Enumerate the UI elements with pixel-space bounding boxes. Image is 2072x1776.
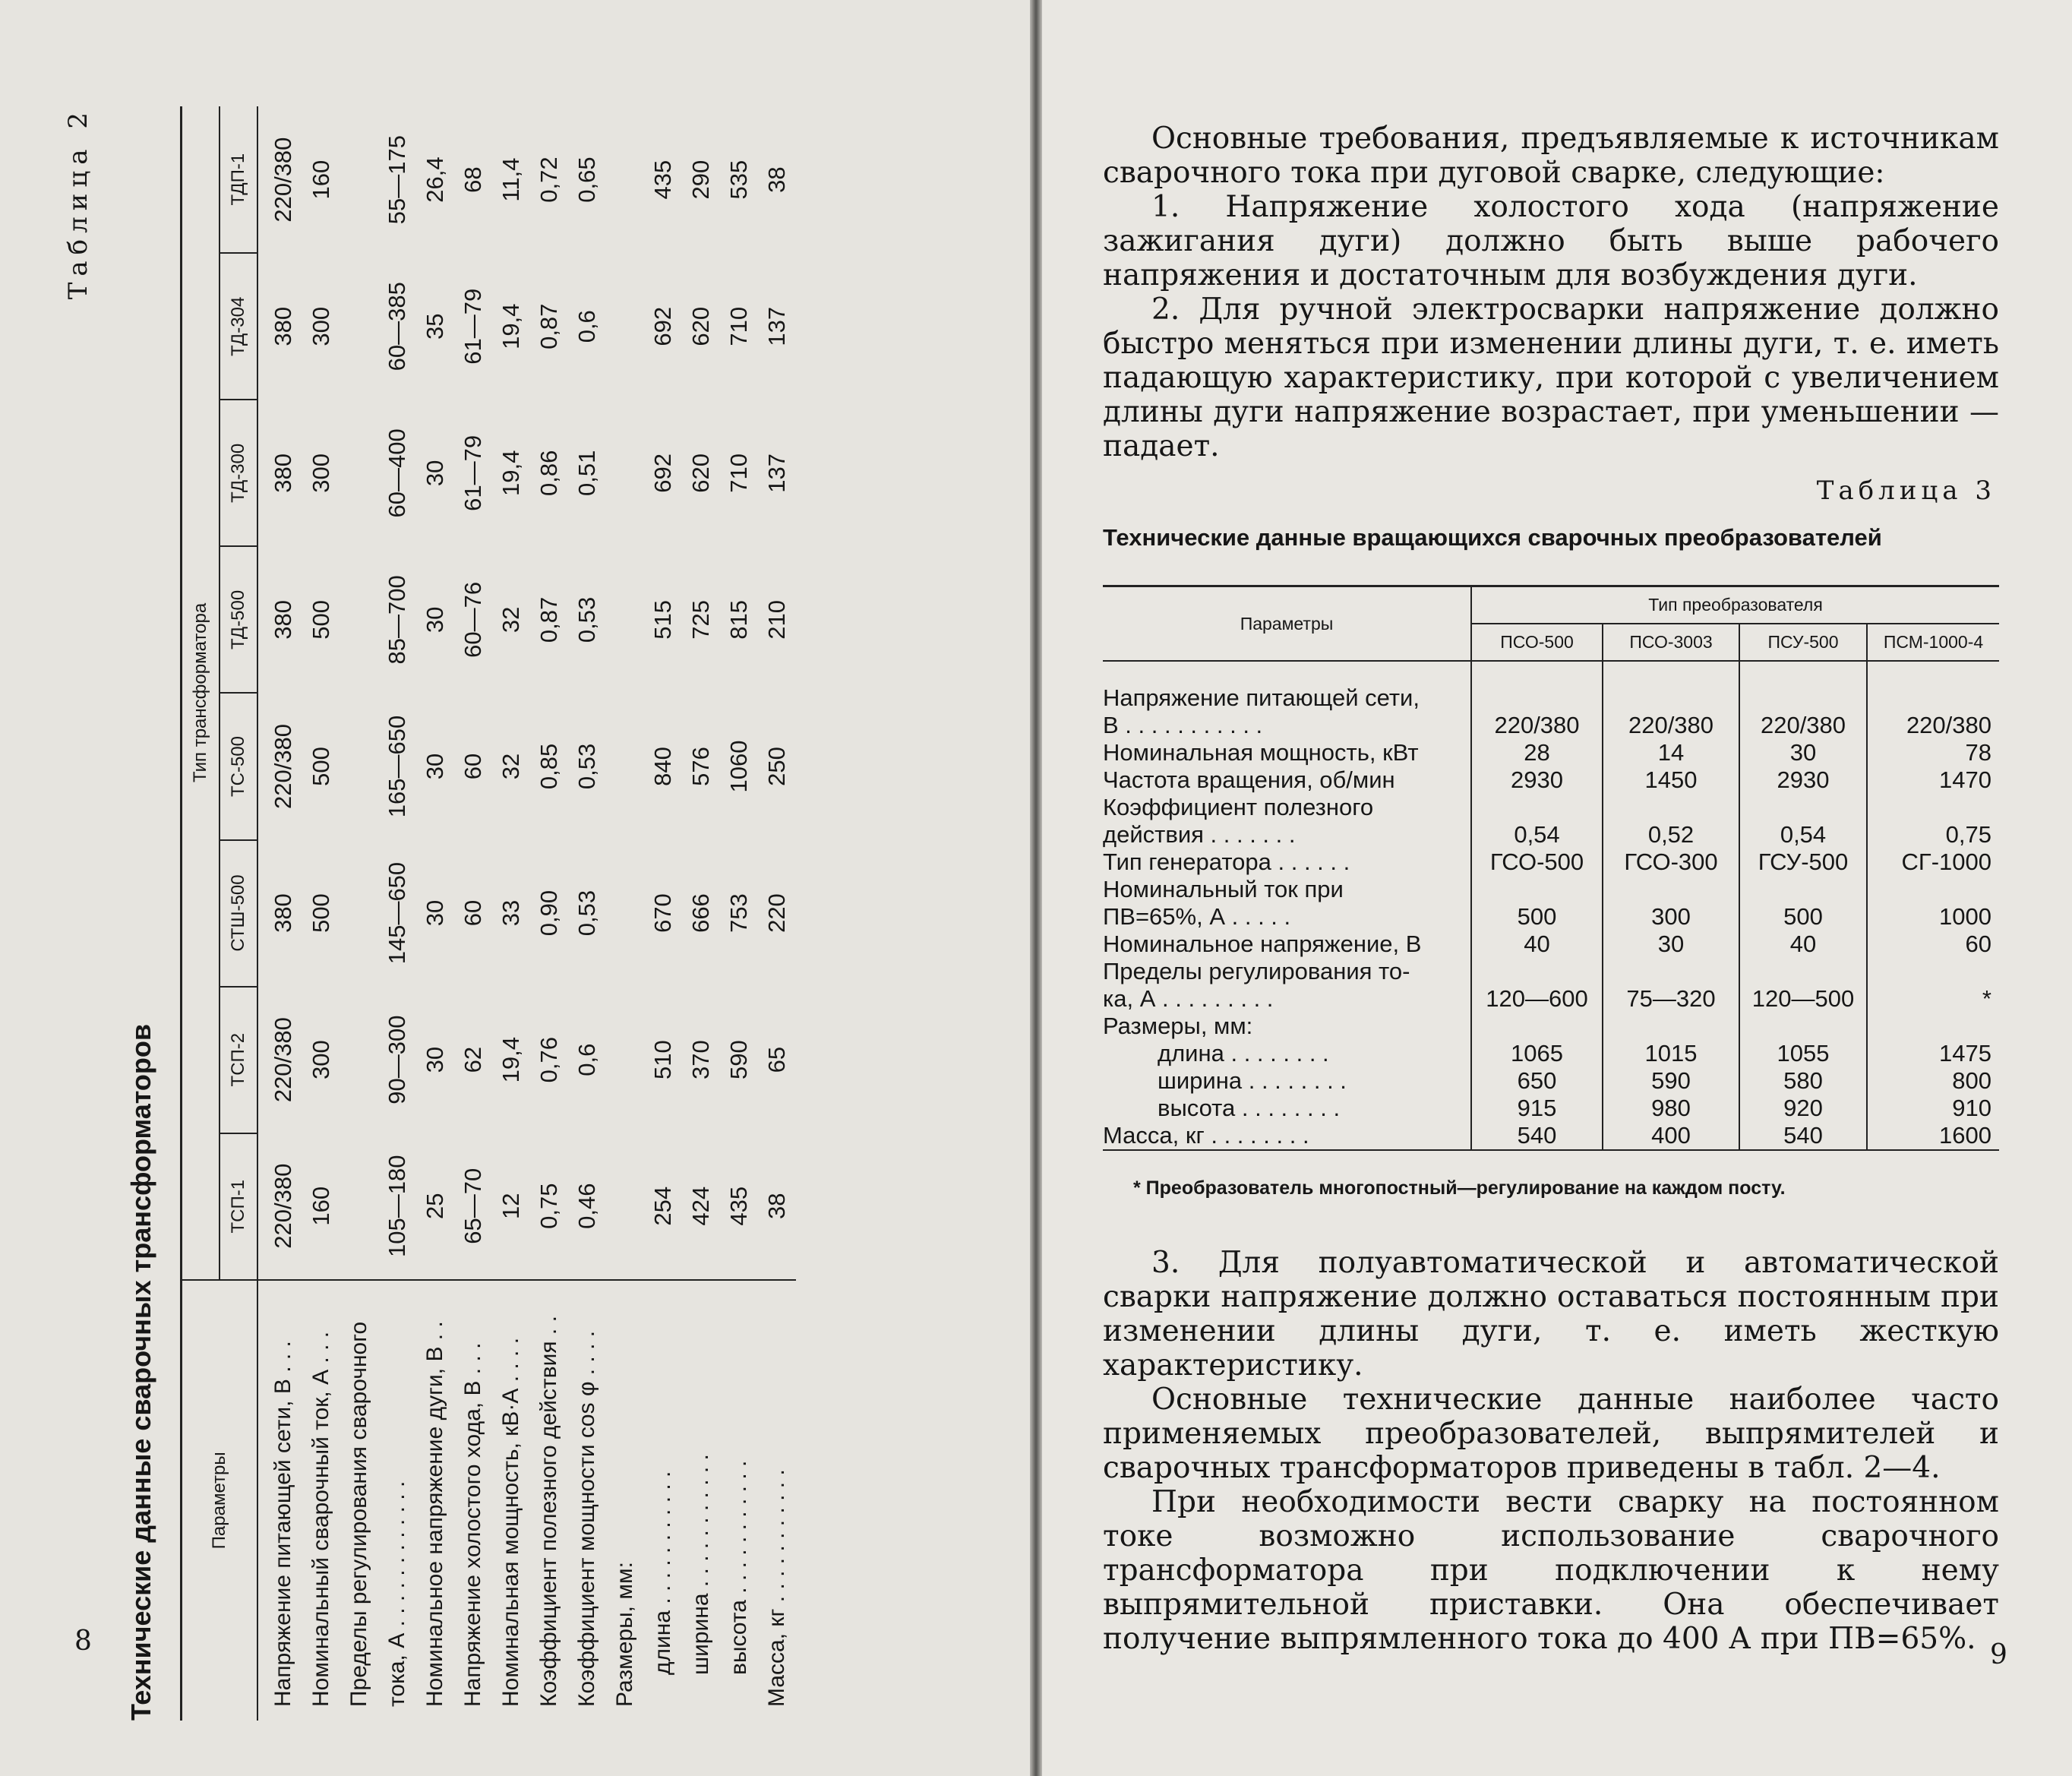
table-cell: 160	[308, 160, 334, 200]
table-row	[1103, 931, 1999, 958]
table-cell: 540	[1739, 1122, 1867, 1150]
table-row	[1103, 661, 1999, 712]
table-cell: 30	[422, 1046, 448, 1073]
page-number-right: 9	[1990, 1639, 2007, 1670]
table-cell	[1867, 661, 1999, 712]
page-number-left: 8	[74, 1626, 92, 1657]
table-3	[1103, 585, 1999, 1151]
table-cell: 137	[763, 306, 790, 346]
column-header: ТДП-1	[220, 106, 257, 253]
table-cell: 800	[1952, 1067, 1991, 1094]
table-cell	[340, 106, 378, 253]
table-cell: 220/380	[270, 137, 296, 223]
table-cell: *	[1982, 985, 1991, 1012]
table-cell: 692	[649, 306, 676, 346]
row-label: Коэффициент полезного	[1103, 794, 1471, 821]
table-cell	[340, 253, 378, 400]
table-cell: 0,6	[573, 310, 600, 343]
right-page	[1042, 0, 2072, 1776]
table-cell: 60	[460, 899, 486, 927]
table-cell: 30	[422, 753, 448, 780]
table-cell: 1000	[1939, 903, 1991, 930]
column-header: ПСМ-1000-4	[1867, 624, 1999, 661]
table-cell: 910	[1952, 1095, 1991, 1121]
table-cell: 510	[649, 1040, 676, 1079]
table-cell: 40	[1471, 931, 1603, 958]
table-cell: СГ-1000	[1901, 848, 1991, 875]
table-cell: 120—500	[1739, 985, 1867, 1013]
table-cell: 0,76	[535, 1036, 562, 1083]
table-cell: 1055	[1739, 1040, 1867, 1067]
table-row	[1103, 1040, 1999, 1067]
table-cell: 300	[308, 453, 334, 493]
table-cell: 60	[1965, 931, 1991, 957]
closing-paragraph: 3. Для полуавтоматической и автоматической сварки напряжение должно оставаться постоянным при изменении длины дуги, т. е. иметь жесткую характеристику.	[1103, 1246, 1999, 1383]
table-cell: 1450	[1603, 766, 1739, 794]
table-cell: 220/380	[270, 723, 296, 810]
table-cell: 220/380	[270, 1163, 296, 1249]
table-2-title: Технические данные сварочных трансформаторов	[125, 1024, 156, 1721]
table-cell	[1471, 1013, 1603, 1040]
table-row	[492, 106, 530, 1721]
table-3-label: Таблица 3	[1816, 476, 1996, 506]
table-row	[1103, 848, 1999, 876]
table-cell	[1867, 1013, 1999, 1040]
table-cell: 55—175	[384, 135, 410, 225]
column-header: ТД-500	[220, 546, 257, 693]
table-cell: 30	[422, 606, 448, 634]
table-3-footnote: * Преобразователь многопостный—регулирование на каждом посту.	[1133, 1177, 1786, 1199]
table-cell: 105—180	[384, 1155, 410, 1257]
table-cell	[1867, 794, 1999, 821]
row-label: Номинальное напряжение, В	[1103, 931, 1471, 958]
table-row	[568, 106, 606, 1721]
table-row	[758, 106, 796, 1721]
row-label: длина . . . . . . . .	[1103, 1040, 1471, 1067]
table-cell: 32	[497, 606, 524, 634]
table-cell: 78	[1965, 739, 1991, 766]
table-3-body	[1103, 661, 1999, 1150]
table-cell: 26,4	[422, 156, 448, 203]
table-cell: 515	[649, 600, 676, 640]
row-label: Номинальная мощность, кВт	[1103, 739, 1471, 766]
table-row	[1103, 739, 1999, 766]
table-cell	[1739, 794, 1867, 821]
table-cell: 60—385	[384, 282, 410, 371]
table-cell: 0,86	[535, 450, 562, 496]
table-cell: ГСО-300	[1603, 848, 1739, 876]
row-label: Напряжение питающей сети,	[1103, 661, 1471, 712]
table-row	[1103, 712, 1999, 739]
closing-text	[1103, 1246, 1999, 1656]
table-row	[1103, 876, 1999, 903]
row-label: Коэффициент полезного действия . .	[530, 1280, 568, 1721]
table-cell: 145—650	[384, 861, 410, 965]
table-cell: 710	[725, 306, 752, 346]
book-gutter	[1030, 0, 1042, 1776]
table-cell	[1603, 661, 1739, 712]
closing-paragraph: Основные технические данные наиболее часто применяемых преобразователей, выпрямителей и сварочных трансформаторов приведены в табл. 2—4.	[1103, 1383, 1999, 1485]
table-cell: 580	[1739, 1067, 1867, 1095]
table-2-body	[257, 106, 796, 1721]
table-cell: 35	[422, 313, 448, 340]
row-label: Номинальный ток при	[1103, 876, 1471, 903]
table-cell: 753	[725, 893, 752, 933]
table-cell: 290	[687, 160, 714, 200]
table-cell: 380	[270, 600, 296, 640]
table-cell: 65—70	[460, 1168, 486, 1244]
table-cell	[606, 253, 644, 400]
table-cell: 25	[422, 1193, 448, 1219]
row-label: тока, А . . . . . . . . . . . .	[378, 1280, 416, 1721]
table-cell	[606, 840, 644, 987]
table-cell	[340, 1133, 378, 1280]
table-cell: 38	[763, 166, 790, 193]
table-cell: 590	[1603, 1067, 1739, 1095]
table-cell: 0,52	[1603, 821, 1739, 848]
table-cell: 165—650	[384, 715, 410, 818]
row-label: ПВ=65%, А . . . . .	[1103, 903, 1471, 931]
table-cell: 500	[1739, 903, 1867, 931]
column-header: ТСП-2	[220, 987, 257, 1133]
table-row	[1103, 958, 1999, 985]
table-cell: 30	[422, 460, 448, 487]
table-cell: 61—79	[460, 435, 486, 511]
table-cell: 160	[308, 1186, 334, 1226]
row-label: Номинальное напряжение дуги, В . .	[416, 1280, 454, 1721]
left-page	[0, 0, 1030, 1776]
table-cell: 915	[1471, 1095, 1603, 1122]
table-cell: 692	[649, 453, 676, 493]
intro-text	[1103, 122, 1999, 463]
column-header: ПСО-500	[1471, 624, 1603, 661]
table-cell	[340, 546, 378, 693]
intro-paragraph: 1. Напряжение холостого хода (напряжение зажигания дуги) должно быть выше рабочего напряжения и достаточным для возбуждения дуги.	[1103, 190, 1999, 292]
table-cell: 68	[460, 166, 486, 193]
row-label: длина . . . . . . . . . . .	[644, 1280, 682, 1721]
table-cell: 500	[308, 747, 334, 786]
table-cell: 370	[687, 1040, 714, 1079]
table-cell: 0,53	[573, 890, 600, 937]
table-cell: 0,53	[573, 596, 600, 643]
table-cell: 920	[1739, 1095, 1867, 1122]
table-row	[1103, 985, 1999, 1013]
table-cell: 0,75	[535, 1183, 562, 1229]
row-label: Пределы регулирования сварочного	[340, 1280, 378, 1721]
row-label: В . . . . . . . . . . .	[1103, 712, 1471, 739]
table-cell: 1065	[1471, 1040, 1603, 1067]
table-cell	[340, 400, 378, 546]
table-cell	[1739, 1013, 1867, 1040]
table-row	[1103, 1095, 1999, 1122]
table-cell: 0,87	[535, 303, 562, 349]
table-row	[257, 106, 302, 1721]
table-cell	[1739, 661, 1867, 712]
table-cell: 12	[497, 1193, 524, 1219]
table-2-label: Таблица 2	[63, 106, 93, 300]
table-cell: 424	[687, 1186, 714, 1226]
table-cell	[606, 106, 644, 253]
column-header: ПСО-3003	[1603, 624, 1739, 661]
table-cell: 0,85	[535, 743, 562, 790]
column-header: ТД-304	[220, 253, 257, 400]
row-label: Напряжение холостого хода, В . . .	[454, 1280, 492, 1721]
table-cell: 840	[649, 747, 676, 786]
table-cell: 11,4	[497, 157, 524, 202]
closing-paragraph: При необходимости вести сварку на постоянном токе возможно использование сварочного трансформатора при подключении к нему выпрямительной приставки. Она обеспечивает получение выпрямленного тока до 400 А при ПВ=65%.	[1103, 1485, 1999, 1656]
row-label: высота . . . . . . . .	[1103, 1095, 1471, 1122]
table-cell: 1475	[1939, 1040, 1991, 1067]
table-cell: 815	[725, 600, 752, 640]
table-cell: 300	[1603, 903, 1739, 931]
table-cell: 90—300	[384, 1015, 410, 1104]
table-cell: 2930	[1471, 766, 1603, 794]
table-row	[644, 106, 682, 1721]
column-header: ТС-500	[220, 693, 257, 839]
table-cell: 500	[308, 893, 334, 933]
table-cell: 980	[1603, 1095, 1739, 1122]
table-cell: 32	[497, 753, 524, 780]
table-cell: 1060	[725, 740, 752, 793]
table-cell	[340, 840, 378, 987]
table-cell: 62	[460, 1046, 486, 1073]
table-cell: 14	[1603, 739, 1739, 766]
row-label: Напряжение питающей сети, В . . .	[257, 1280, 302, 1721]
table-cell: 670	[649, 893, 676, 933]
table-cell: 220/380	[1603, 712, 1739, 739]
table-cell: 19,4	[497, 303, 524, 349]
table-3-param-header: Параметры	[1103, 586, 1471, 662]
column-header: ТСП-1	[220, 1133, 257, 1280]
table-cell: ГСО-500	[1471, 848, 1603, 876]
table-cell: 0,54	[1739, 821, 1867, 848]
table-cell: 500	[1471, 903, 1603, 931]
table-cell: 435	[649, 160, 676, 200]
rotated-table-2-block	[63, 106, 953, 1721]
table-cell: 1015	[1603, 1040, 1739, 1067]
table-cell	[1739, 876, 1867, 903]
table-cell: 0,54	[1471, 821, 1603, 848]
table-cell: 620	[687, 306, 714, 346]
table-row	[682, 106, 720, 1721]
row-label: ка, А . . . . . . . . .	[1103, 985, 1471, 1013]
table-cell: 1470	[1939, 766, 1991, 793]
table-cell: 0,53	[573, 743, 600, 790]
row-label: Масса, кг . . . . . . . . . . .	[758, 1280, 796, 1721]
table-cell: 500	[308, 600, 334, 640]
table-3-type-group-header: Тип преобразователя	[1471, 586, 1999, 624]
row-label: Размеры, мм:	[1103, 1013, 1471, 1040]
table-cell: 30	[1739, 739, 1867, 766]
table-row	[1103, 903, 1999, 931]
column-header: ПСУ-500	[1739, 624, 1867, 661]
table-cell: 0,51	[573, 450, 600, 496]
table-row	[530, 106, 568, 1721]
row-label: Масса, кг . . . . . . . .	[1103, 1122, 1471, 1150]
table-row	[378, 106, 416, 1721]
table-cell: 28	[1471, 739, 1603, 766]
table-cell	[1471, 876, 1603, 903]
table-cell: 220/380	[270, 1017, 296, 1103]
column-header: СТШ-500	[220, 840, 257, 987]
table-cell: 60—400	[384, 428, 410, 518]
table-cell: ГСУ-500	[1739, 848, 1867, 876]
table-cell: 0,90	[535, 890, 562, 937]
table-row	[1103, 794, 1999, 821]
table-cell	[606, 1133, 644, 1280]
table-cell: 19,4	[497, 450, 524, 496]
table-cell: 30	[1603, 931, 1739, 958]
table-row	[1103, 821, 1999, 848]
table-cell	[606, 693, 644, 839]
table-cell: 220/380	[1471, 712, 1603, 739]
table-cell: 220/380	[1739, 712, 1867, 739]
table-2-param-header: Параметры	[182, 1280, 258, 1721]
row-label: Тип генератора . . . . . .	[1103, 848, 1471, 876]
table-cell: 380	[270, 893, 296, 933]
table-cell: 540	[1471, 1122, 1603, 1150]
table-cell	[606, 400, 644, 546]
table-cell	[606, 546, 644, 693]
table-cell: 576	[687, 747, 714, 786]
table-row	[1103, 1013, 1999, 1040]
row-label: высота . . . . . . . . . . .	[720, 1280, 758, 1721]
table-row	[416, 106, 454, 1721]
table-cell	[1603, 958, 1739, 985]
table-cell	[1739, 958, 1867, 985]
table-row	[606, 106, 644, 1721]
row-label: Коэффициент мощности cos φ . . . .	[568, 1280, 606, 1721]
table-cell: 220/380	[1906, 712, 1991, 738]
table-row	[1103, 1122, 1999, 1150]
table-cell: 380	[270, 306, 296, 346]
table-cell: 2930	[1739, 766, 1867, 794]
table-cell: 0,72	[535, 156, 562, 203]
table-cell: 620	[687, 453, 714, 493]
intro-paragraph: 2. Для ручной электросварки напряжение должно быстро меняться при изменении длины дуги, т. е. иметь падающую характеристику, при которой с увеличением длины дуги напряжение возрастает, при уменьшении — падает.	[1103, 292, 1999, 463]
table-cell	[340, 693, 378, 839]
table-cell	[1603, 876, 1739, 903]
table-cell	[1471, 661, 1603, 712]
table-cell: 30	[422, 899, 448, 927]
row-label: Пределы регулирования то-	[1103, 958, 1471, 985]
table-cell	[1603, 794, 1739, 821]
table-cell: 380	[270, 453, 296, 493]
table-cell: 666	[687, 893, 714, 933]
table-cell: 85—700	[384, 575, 410, 665]
column-header: ТД-300	[220, 400, 257, 546]
table-cell: 0,6	[573, 1043, 600, 1076]
table-cell: 120—600	[1471, 985, 1603, 1013]
table-cell	[1603, 1013, 1739, 1040]
table-row	[302, 106, 340, 1721]
table-cell: 300	[308, 1040, 334, 1079]
row-label: Размеры, мм:	[606, 1280, 644, 1721]
table-2	[180, 106, 796, 1721]
table-cell: 60	[460, 753, 486, 780]
table-cell	[606, 987, 644, 1133]
table-cell: 535	[725, 160, 752, 200]
table-cell: 40	[1739, 931, 1867, 958]
table-cell: 710	[725, 453, 752, 493]
table-cell: 250	[763, 747, 790, 786]
table-cell: 0,46	[573, 1183, 600, 1229]
table-cell: 0,65	[573, 156, 600, 203]
table-cell: 0,87	[535, 596, 562, 643]
table-cell: 65	[763, 1046, 790, 1073]
table-cell: 435	[725, 1186, 752, 1226]
table-cell	[340, 987, 378, 1133]
table-cell: 590	[725, 1040, 752, 1079]
table-row	[1103, 766, 1999, 794]
table-row	[1103, 1067, 1999, 1095]
row-label: ширина . . . . . . . .	[1103, 1067, 1471, 1095]
table-cell: 650	[1471, 1067, 1603, 1095]
table-cell: 137	[763, 453, 790, 493]
table-row	[454, 106, 492, 1721]
intro-paragraph: Основные требования, предъявляемые к источникам сварочного тока при дуговой сварке, следующие:	[1103, 122, 1999, 190]
table-cell: 1600	[1867, 1122, 1999, 1150]
table-cell	[1471, 958, 1603, 985]
table-cell: 61—79	[460, 288, 486, 365]
table-3-title: Технические данные вращающихся сварочных преобразователей	[1103, 524, 1882, 551]
table-cell: 725	[687, 600, 714, 640]
table-cell: 300	[308, 306, 334, 346]
table-cell	[1867, 958, 1999, 985]
table-cell: 400	[1603, 1122, 1739, 1150]
table-cell: 220	[763, 893, 790, 933]
table-cell: 75—320	[1603, 985, 1739, 1013]
table-cell: 38	[763, 1193, 790, 1219]
row-label: Номинальная мощность, кВ·А . . . .	[492, 1280, 530, 1721]
table-cell: 0,75	[1945, 821, 1991, 848]
row-label: действия . . . . . . .	[1103, 821, 1471, 848]
table-cell: 60—76	[460, 581, 486, 658]
table-cell: 210	[763, 600, 790, 640]
table-2-type-group-header: Тип трансформатора	[182, 106, 220, 1280]
table-row	[340, 106, 378, 1721]
table-cell	[1471, 794, 1603, 821]
table-cell: 254	[649, 1186, 676, 1226]
row-label: ширина . . . . . . . . . . .	[682, 1280, 720, 1721]
row-label: Номинальный сварочный ток, А . . .	[302, 1280, 340, 1721]
table-cell	[1867, 876, 1999, 903]
row-label: Частота вращения, об/мин	[1103, 766, 1471, 794]
table-row	[720, 106, 758, 1721]
table-cell: 19,4	[497, 1036, 524, 1083]
table-cell: 33	[497, 899, 524, 927]
